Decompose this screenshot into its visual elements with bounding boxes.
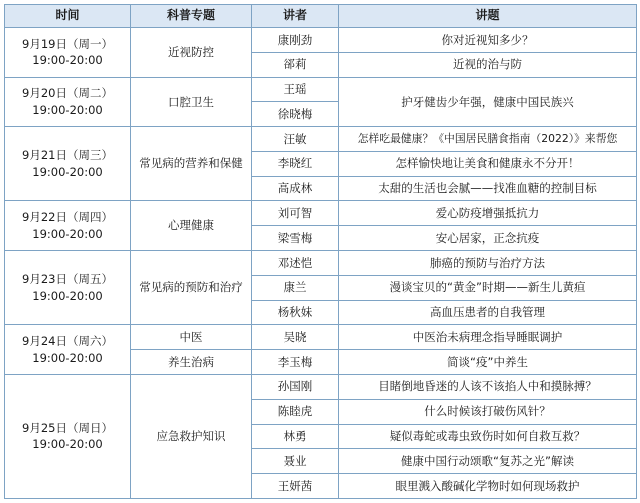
header-time: 时间	[5, 5, 131, 28]
lecture-cell: 疑似毒蛇或毒虫致伤时如何自救互救？	[339, 424, 637, 449]
lecture-cell: 太甜的生活也会腻——找准血糖的控制目标	[339, 176, 637, 201]
lecture-cell: 怎样吃最健康？《中国居民膳食指南（2022）》来帮您	[339, 127, 637, 152]
speaker-cell: 郤莉	[252, 52, 339, 77]
lecture-cell: 什么时候该打破伤风针？	[339, 399, 637, 424]
speaker-cell: 杨秋妹	[252, 300, 339, 325]
hours-text: 19:00-20:00	[32, 102, 103, 117]
topic-cell: 口腔卫生	[131, 77, 252, 127]
speaker-cell: 高成林	[252, 176, 339, 201]
date-text: 9月24日（周六）	[22, 333, 113, 348]
table-row	[5, 374, 637, 399]
time-cell	[5, 374, 131, 498]
speaker-cell: 王瑶	[252, 77, 339, 102]
lecture-cell: 中医治未病理念指导睡眠调护	[339, 325, 637, 350]
table-row	[5, 201, 637, 226]
speaker-cell: 康兰	[252, 275, 339, 300]
topic-cell: 养生治病	[131, 350, 252, 375]
topic-cell: 常见病的营养和保健	[131, 127, 252, 201]
table-row	[5, 325, 637, 350]
speaker-cell: 林勇	[252, 424, 339, 449]
topic-cell: 应急救护知识	[131, 374, 252, 498]
lecture-cell: 高血压患者的自我管理	[339, 300, 637, 325]
date-text: 9月23日（周五）	[22, 272, 113, 287]
table-row	[5, 28, 637, 53]
speaker-cell: 王妍茜	[252, 474, 339, 499]
time-cell	[5, 127, 131, 201]
lecture-cell: 目睹倒地昏迷的人该不该掐人中和摸脉搏？	[339, 374, 637, 399]
hours-text: 19:00-20:00	[32, 53, 103, 68]
lecture-cell: 爱心防疫增强抵抗力	[339, 201, 637, 226]
topic-cell: 近视防控	[131, 28, 252, 78]
time-cell	[5, 201, 131, 251]
date-text: 9月19日（周一）	[22, 36, 113, 51]
lecture-cell: 护牙健齿少年强，健康中国民族兴	[339, 77, 637, 127]
speaker-cell: 聂业	[252, 449, 339, 474]
table-row	[5, 127, 637, 152]
lecture-cell: 简谈“疫”中养生	[339, 350, 637, 375]
lecture-cell: 眼里溅入酸碱化学物时如何现场救护	[339, 474, 637, 499]
hours-text: 19:00-20:00	[32, 288, 103, 303]
date-text: 9月21日（周三）	[22, 148, 113, 163]
lecture-cell: 近视的治与防	[339, 52, 637, 77]
header-row	[5, 5, 637, 28]
hours-text: 19:00-20:00	[32, 226, 103, 241]
speaker-cell: 康刚劲	[252, 28, 339, 53]
table-row	[5, 251, 637, 276]
topic-cell: 中医	[131, 325, 252, 350]
speaker-cell: 汪敏	[252, 127, 339, 152]
header-speaker: 讲者	[252, 5, 339, 28]
header-lecture: 讲题	[339, 5, 637, 28]
speaker-cell: 吴晓	[252, 325, 339, 350]
speaker-cell: 刘可智	[252, 201, 339, 226]
date-text: 9月20日（周二）	[22, 86, 113, 101]
hours-text: 19:00-20:00	[32, 164, 103, 179]
hours-text: 19:00-20:00	[32, 350, 103, 365]
lecture-cell: 健康中国行动颂歌“复苏之光”解读	[339, 449, 637, 474]
time-cell	[5, 325, 131, 375]
speaker-cell: 李晓红	[252, 151, 339, 176]
speaker-cell: 梁雪梅	[252, 226, 339, 251]
speaker-cell: 孙国刚	[252, 374, 339, 399]
speaker-cell: 徐晓梅	[252, 102, 339, 127]
lecture-cell: 漫谈宝贝的“黄金”时期——新生儿黄疸	[339, 275, 637, 300]
topic-cell: 心理健康	[131, 201, 252, 251]
time-cell	[5, 251, 131, 325]
time-cell	[5, 28, 131, 78]
lecture-cell: 安心居家，正念抗疫	[339, 226, 637, 251]
lecture-schedule-table	[4, 4, 637, 499]
lecture-cell: 肺癌的预防与治疗方法	[339, 251, 637, 276]
time-cell	[5, 77, 131, 127]
hours-text: 19:00-20:00	[32, 437, 103, 452]
header-topic: 科普专题	[131, 5, 252, 28]
topic-cell: 常见病的预防和治疗	[131, 251, 252, 325]
speaker-cell: 陈睦虎	[252, 399, 339, 424]
speaker-cell: 邓述恺	[252, 251, 339, 276]
speaker-cell: 李玉梅	[252, 350, 339, 375]
table-row	[5, 77, 637, 102]
lecture-cell: 怎样愉快地让美食和健康永不分开！	[339, 151, 637, 176]
lecture-cell: 你对近视知多少？	[339, 28, 637, 53]
date-text: 9月25日（周日）	[22, 420, 113, 435]
date-text: 9月22日（周四）	[22, 210, 113, 225]
